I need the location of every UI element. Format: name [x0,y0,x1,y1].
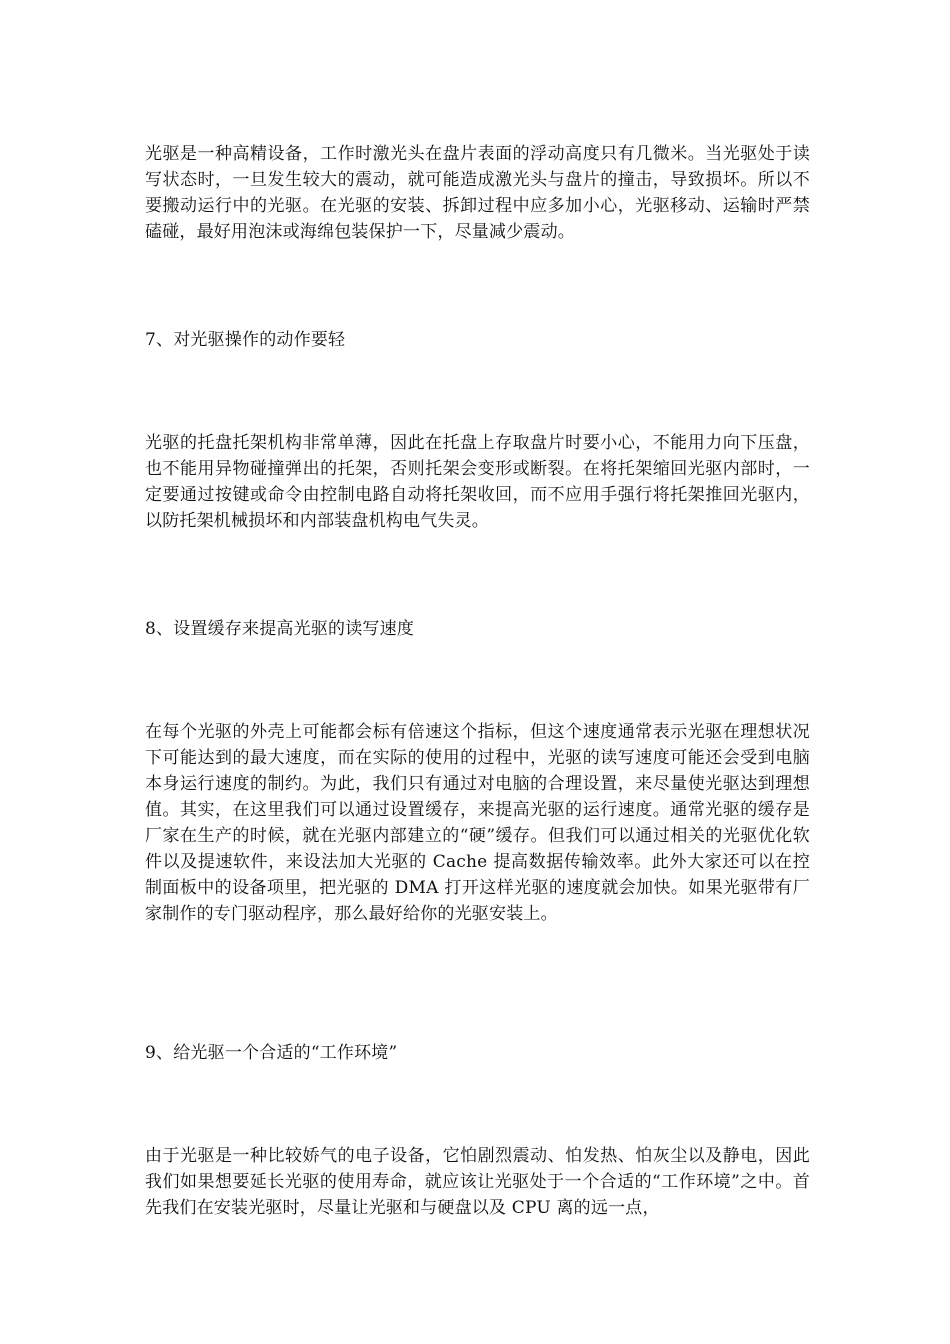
section-heading-7: 7、对光驱操作的动作要轻 [145,330,346,350]
paragraph-work-environment: 由于光驱是一种比较娇气的电子设备，它怕剧烈震动、怕发热、怕灰尘以及静电，因此我们如果想要延长光驱的使用寿命，就应该让光驱处于一个合适的“工作环境”之中。首先我们在安装光驱时，尽量让光驱和与硬盘以及 CPU 离的远一点， [145,1146,810,1218]
paragraph-drive-handling: 光驱是一种高精设备，工作时激光头在盘片表面的浮动高度只有几微米。当光驱处于读写状态时，一旦发生较大的震动，就可能造成激光头与盘片的撞击，导致损坏。所以不要搬动运行中的光驱。在光驱的安装、拆卸过程中应多加小心，光驱移动、运输时严禁磕碰，最好用泡沫或海绵包装保护一下，尽量减少震动。 [145,144,810,242]
section-heading-8: 8、设置缓存来提高光驱的读写速度 [145,619,415,639]
paragraph-tray-care: 光驱的托盘托架机构非常单薄，因此在托盘上存取盘片时要小心，不能用力向下压盘，也不能用异物碰撞弹出的托架，否则托架会变形或断裂。在将托架缩回光驱内部时，一定要通过按键或命令由控制电路自动将托架收回，而不应用手强行将托架推回光驱内，以防托架机械损坏和内部装盘机构电气失灵。 [145,433,810,531]
section-heading-9: 9、给光驱一个合适的“工作环境” [145,1043,398,1063]
paragraph-cache-speed: 在每个光驱的外壳上可能都会标有倍速这个指标，但这个速度通常表示光驱在理想状况下可能达到的最大速度，而在实际的使用的过程中，光驱的读写速度可能还会受到电脑本身运行速度的制约。为此，我们只有通过对电脑的合理设置，来尽量使光驱达到理想值。其实，在这里我们可以通过设置缓存，来提高光驱的运行速度。通常光驱的缓存是厂家在生产的时候，就在光驱内部建立的“硬”缓存。但我们可以通过相关的光驱优化软件以及提速软件，来设法加大光驱的 Cache 提高数据传输效率。此外大家还可以在控制面板中的设备项里，把光驱的 DMA 打开这样光驱的速度就会加快。如果光驱带有厂家制作的专门驱动程序，那么最好给你的光驱安装上。 [145,722,810,924]
